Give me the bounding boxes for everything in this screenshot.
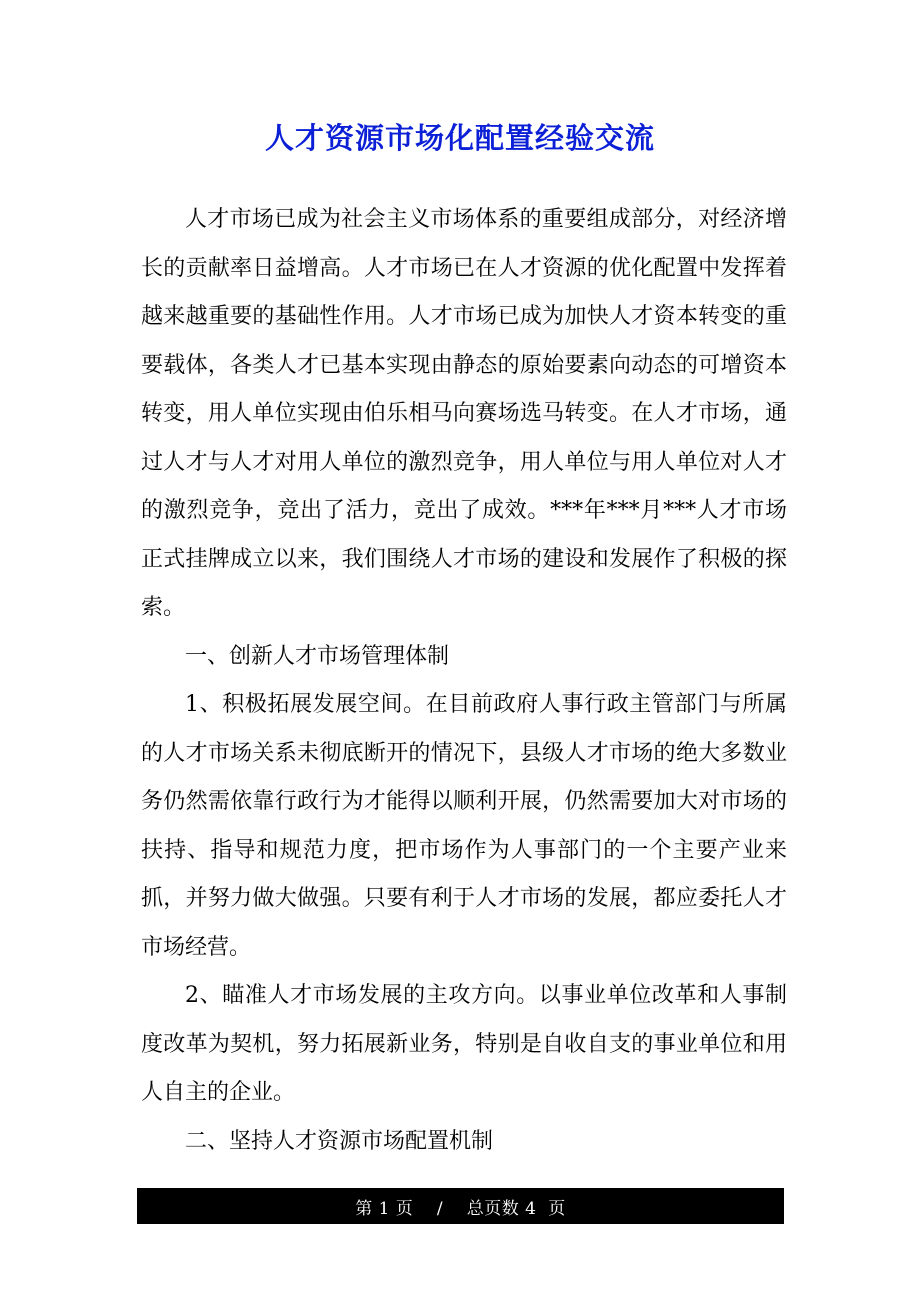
page-number-label: 第 1 页 / 总页数 4 页 [355,1198,566,1219]
document-title: 人才资源市场化配置经验交流 [264,121,655,155]
paragraph-intro: 人才市场已成为社会主义市场体系的重要组成部分，对经济增长的贡献率日益增高。人才市场已在人才资源的优化配置中发挥着越来越重要的基础性作用。人才市场已成为加快人才资本转变的重要载体，各类人才已基本实现由静态的原始要素向动态的可增资本转变，用人单位实现由伯乐相马向赛场选马转变。在人才市场，通过人才与人才对用人单位的激烈竞争，用人单位与用人单位对人才的激烈竞争，竞出了活力，竞出了成效。***年***月***人才市场正式挂牌成立以来，我们围绕人才市场的建设和发展作了积极的探索。 [141,207,787,620]
section-heading-2: 二、坚持人才资源市场配置机制 [185,1128,494,1154]
paragraph-item-1: 1、积极拓展发展空间。在目前政府人事行政主管部门与所属的人才市场关系未彻底断开的情况下，县级人才市场的绝大多数业务仍然需依靠行政行为才能得以顺利开展，仍然需要加大对市场的扶持、指导和规范力度，把市场作为人事部门的一个主要产业来抓，并努力做大做强。只要有利于人才市场的发展，都应委托人才市场经营。 [141,692,787,960]
page-footer [137,1188,784,1224]
section-heading-1: 一、创新人才市场管理体制 [185,643,450,669]
document-body [141,196,787,1166]
paragraph-item-2: 2、瞄准人才市场发展的主攻方向。以事业单位改革和人事制度改革为契机，努力拓展新业务，特别是自收自支的事业单位和用人自主的企业。 [141,983,787,1105]
